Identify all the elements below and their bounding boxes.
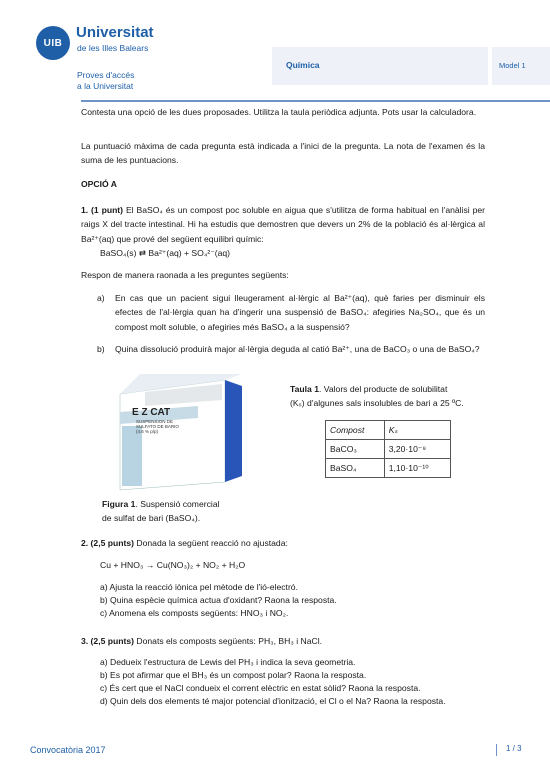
question-3-heading: 3. (2,5 punts) [81,636,135,646]
proves-label [77,70,134,92]
figure-caption-line2: de sulfat de bari (BaSO₄). [102,513,201,524]
question-1b [97,342,485,356]
question-1a-text: En cas que un pacient sigui lleugerament al·lèrgic al Ba²⁺(aq), què faries per disminuir els efectes de l'al·lèrgia quan ha d'ingerir una suspensió de BaSO₄: afegiries Na₂SO₄, que és un compost molt soluble, o afegiries més BaSO₄ a la suspensió? [115,293,485,332]
product-label-line2: SULFATO DE BARIO [136,424,179,429]
question-2-reaction: Cu + HNO₃ → Cu(NO₃)₂ + NO₂ + H₂O [100,560,246,570]
question-3c: c) És cert que el NaCl condueix el corrent elèctric en estat sòlid? Raona la resposta. [100,683,421,693]
product-brand: E Z CAT [132,407,171,418]
figure-caption [102,497,262,526]
figure-caption-line1: . Suspensió comercial [135,499,220,509]
solubility-table [325,420,451,478]
page-number: 1 / 3 [506,744,522,753]
table-cell: 3,20·10⁻⁹ [384,440,450,459]
table-header-row [326,421,451,440]
subject-title: Química [286,60,320,70]
question-1b-text: Quina dissolució produirà major al·lèrgia deguda al catió Ba²⁺, una de BaCO₃ o una de BaSO₄? [115,344,480,354]
intro-paragraph-2: La puntuació màxima de cada pregunta està indicada a l'inici de la pregunta. La nota de l'examen és la suma de les puntuacions. [81,141,485,166]
question-2-body: Donada la següent reacció no ajustada: [136,538,288,548]
question-2-heading: 2. (2,5 punts) [81,538,135,548]
university-name: Universitat [76,24,154,41]
table-header-compost: Compost [326,421,385,440]
question-3b: b) Es pot afirmar que el BH₃ és un compost polar? Raona la resposta. [100,670,367,680]
question-1-body: El BaSO₄ és un compost poc soluble en aigua que s'utilitza de forma habitual en l'anàlisi per raigs X del tracte intestinal. Hi ha estudis que demostren que devers un 2% de la població és al·lèrgica al Ba²⁺(aq) que prové del següent equilibri químic: [81,205,486,244]
equilibrium-equation: BaSO₄(s) ⇄ Ba²⁺(aq) + SO₄²⁻(aq) [100,248,231,258]
question-3a: a) Dedueix l'estructura de Lewis del PH₃ i indica la seva geometria. [100,657,356,667]
question-3-body: Donats els composts següents: PH₃, BH₃ i NaCl. [136,636,323,646]
table-cell: 1,10·10⁻¹⁰ [384,459,450,478]
intro-paragraph-1: Contesta una opció de les dues proposades. Utilitza la taula periòdica adjunta. Pots usar la calculadora. [81,107,477,117]
question-1-prompt: Respon de manera raonada a les preguntes següents: [81,270,289,280]
question-2c: c) Anomena els composts següents: HNO₃ i NO₂. [100,608,289,618]
product-label-line1: SUSPENSION DE [136,419,174,424]
question-2-text [81,536,485,550]
table-caption-line1: . Valors del producte de solubilitat [318,384,448,394]
question-1a-label: a) [97,293,105,303]
figure-label: Figura 1 [102,499,136,509]
product-label-line3: (4,6 % p/p) [136,429,159,434]
table-row [326,440,451,459]
question-1-heading: 1. (1 punt) [81,205,124,215]
table-row [326,459,451,478]
table-cell: BaCO₃ [326,440,385,459]
table-cell: BaSO₄ [326,459,385,478]
footer-divider [496,744,497,756]
table-caption [290,382,490,411]
table-caption-line2: (Kₛ) d'algunes sals insolubles de bari a 25 ºC. [290,398,464,409]
university-subtitle: de les Illes Balears [77,43,149,53]
question-3d: d) Quin dels dos elements té major potencial d'ionització, el Cl o el Na? Raona la resposta. [100,696,446,706]
product-label [136,419,179,434]
proves-line1: Proves d'accés [77,70,135,80]
question-2b: b) Quina espècie química actua d'oxidant? Raona la resposta. [100,595,337,605]
header-divider [81,100,550,102]
question-3-text [81,634,485,648]
convocatoria-label: Convocatòria 2017 [30,745,106,755]
question-1-text [81,203,485,246]
table-label: Taula 1 [290,384,319,394]
question-1b-label: b) [97,344,105,354]
model-label: Model 1 [499,61,526,70]
question-1a [97,291,485,334]
university-logo: UIB [36,26,70,60]
question-2a: a) Ajusta la reacció iònica pel mètode de l'ió-electró. [100,582,298,592]
proves-line2: a la Universitat [77,81,134,91]
option-title: OPCIÓ A [81,179,117,189]
barium-sulfate-product-image [110,372,250,494]
table-header-ks: Kₛ [384,421,450,440]
